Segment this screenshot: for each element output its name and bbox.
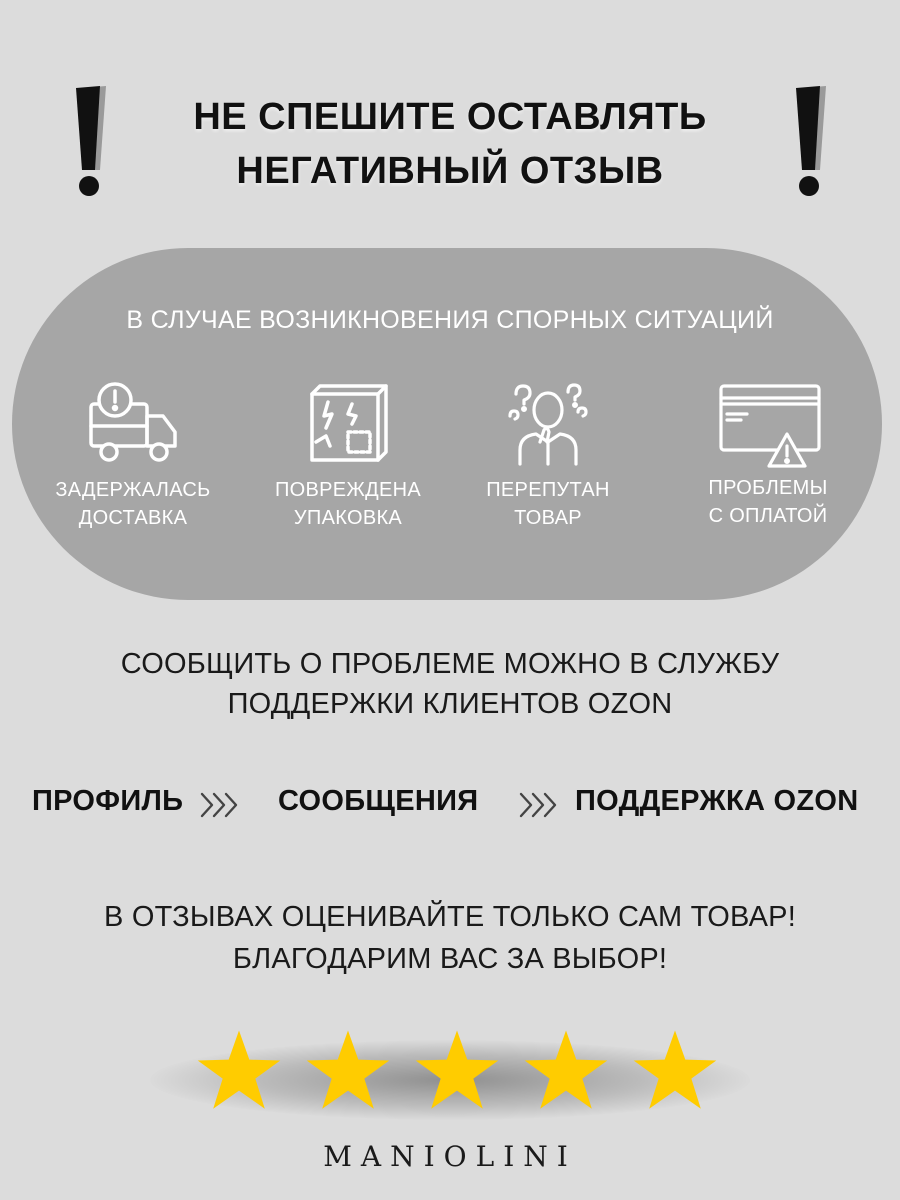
issue-label: ПРОБЛЕМЫ bbox=[708, 477, 828, 499]
payment-card-warning-icon bbox=[713, 380, 823, 470]
path-step-ozon-support: ПОДДЕРЖКА OZON bbox=[575, 785, 859, 817]
exclamation-icon bbox=[62, 82, 122, 202]
title-line: НЕ СПЕШИТЕ ОСТАВЛЯТЬ bbox=[193, 96, 707, 138]
support-line: СООБЩИТЬ О ПРОБЛЕМЕ МОЖНО В СЛУЖБУ bbox=[120, 648, 780, 680]
issue-label: ДОСТАВКА bbox=[78, 507, 188, 529]
issue-label: ПЕРЕПУТАН bbox=[486, 479, 610, 501]
issues-panel-title: В СЛУЧАЕ ВОЗНИКНОВЕНИЯ СПОРНЫХ СИТУАЦИЙ bbox=[126, 306, 774, 334]
star-icon bbox=[523, 1028, 609, 1112]
issue-item-payment bbox=[673, 380, 863, 530]
issue-label: ТОВАР bbox=[514, 507, 582, 529]
review-line: БЛАГОДАРИМ ВАС ЗА ВЫБОР! bbox=[232, 943, 668, 975]
issue-item-delivery bbox=[38, 380, 228, 532]
title-line: НЕГАТИВНЫЙ ОТЗЫВ bbox=[236, 150, 664, 192]
review-line: В ОТЗЫВАХ ОЦЕНИВАЙТЕ ТОЛЬКО САМ ТОВАР! bbox=[104, 901, 796, 933]
support-message bbox=[0, 644, 900, 724]
brand-logo: MANIOLINI bbox=[323, 1140, 577, 1173]
page-title bbox=[150, 90, 750, 198]
issue-label: ПОВРЕЖДЕНА bbox=[274, 479, 422, 501]
star-icon bbox=[414, 1028, 500, 1112]
star-icon bbox=[632, 1028, 718, 1112]
path-step-messages: СООБЩЕНИЯ bbox=[278, 785, 479, 817]
triple-chevron-icon bbox=[517, 790, 561, 820]
support-line: ПОДДЕРЖКИ КЛИЕНТОВ OZON bbox=[227, 688, 673, 720]
issue-item-package bbox=[253, 380, 443, 532]
path-step-profile: ПРОФИЛЬ bbox=[32, 785, 184, 817]
delivery-truck-warning-icon bbox=[85, 380, 181, 466]
triple-chevron-icon bbox=[198, 790, 242, 820]
issue-label: С ОПЛАТОЙ bbox=[708, 505, 828, 527]
review-message bbox=[0, 896, 900, 980]
confused-person-icon bbox=[500, 380, 596, 466]
issue-label: УПАКОВКА bbox=[293, 507, 403, 529]
star-icon bbox=[305, 1028, 391, 1112]
damaged-box-icon bbox=[300, 380, 396, 466]
star-icon bbox=[196, 1028, 282, 1112]
exclamation-icon bbox=[782, 82, 842, 202]
issue-label: ЗАДЕРЖАЛАСЬ bbox=[55, 479, 211, 501]
issue-item-wrong-item bbox=[453, 380, 643, 532]
